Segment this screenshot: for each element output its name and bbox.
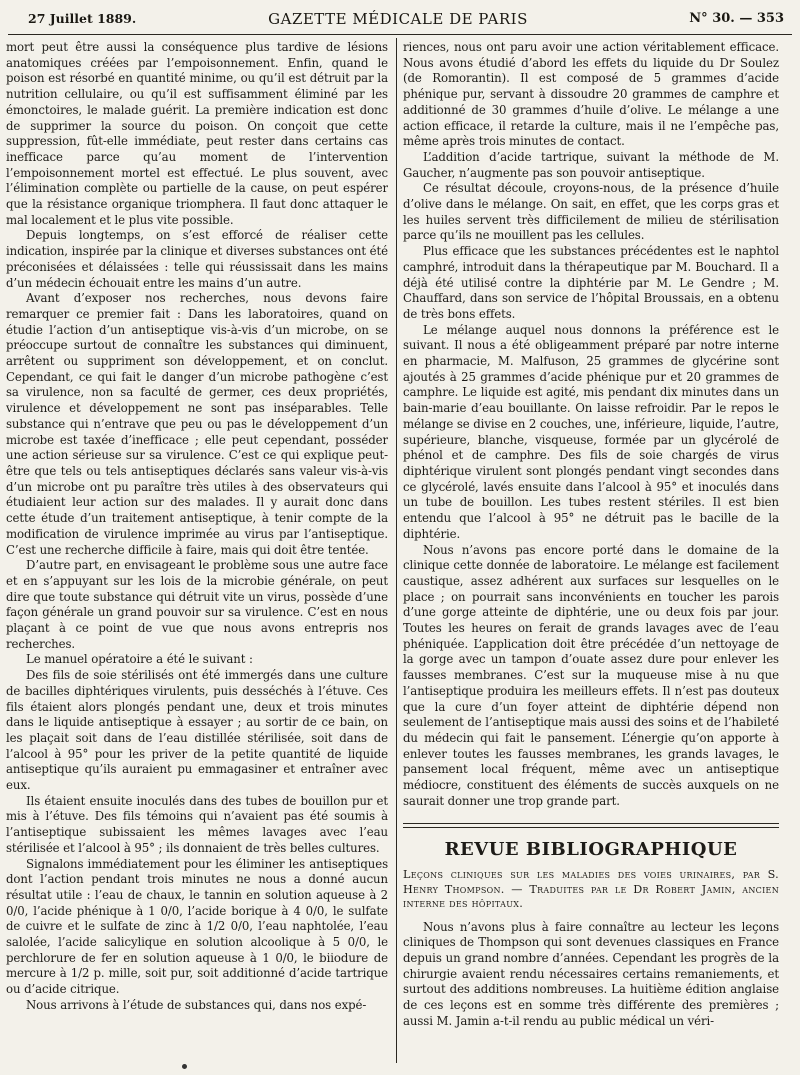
paragraph: Nous n’avons pas encore porté dans le domaine de la clinique cette donnée de laboratoire. Le mélange est facilement caustique, assez adhérent aux surfaces sur lesquelles on le place ; on pourrait sans inconvénients en toucher les parois d’une gorge atteinte de diphtérie, une ou deux fois par jour. Toutes les heures on ferait de grands lavages avec de l’eau phéniquée. L’application doit être précédée d’un nettoyage de la gorge avec un tampon d’ouate assez dure pour enlever les fausses membranes. C’est sur la muqueuse mise à nu que l’antiseptique produira les meilleurs effets. Il n’est pas douteux que la cure d’un foyer atteint de diphtérie dépend non seulement de l’antiseptique mais aussi des soins et de l’habileté du médecin qui fait le pansement. L’énergie qu’on apporte à enlever toutes les fausses membranes, les grands lavages, le pansement local fréquent, même avec un antiseptique médiocre, constituent des éléments de succès auxquels on ne saurait donner une trop grande part. [403,542,779,808]
column-divider [396,38,397,1063]
paragraph: Signalons immédiatement pour les éliminer les antiseptiques dont l’action pendant trois minutes ne nous a donné aucun résultat utile : l’eau de chaux, le tannin en solution aqueuse à 2 0/0, l’acide phénique à 1 0/0, l’acide borique à 4 0/0, le sulfate de cuivre et le sulfate de zinc à 1/2 0/0, l’eau naphtolée, l’eau salolée, l’acide salicylique en solution alcoolique à 5 0/0, le perchlorure de fer en solution aqueuse à 1 0/0, le biiodure de mercure à 1/2 p. mille, soit pur, soit additionné d’acide tartrique ou d’acide citrique. [6,856,388,997]
paragraph: Plus efficace que les substances précédentes est le naphtol camphré, introduit dans la thérapeutique par M. Bouchard. Il a déjà été utilisé contre la diphtérie par M. Le Gendre ; M. Chauffard, dans son service de l’hôpital Broussais, en a obtenu de très bons effets. [403,244,779,321]
paragraph: riences, nous ont paru avoir une action véritablement efficace. Nous avons étudié d’abord les effets du liquide du Dr Soulez (de Romorantin). Il est composé de 5 grammes d’acide phénique pur, servant à dissoudre 20 grammes de camphre et additionné de 30 grammes d’huile d’olive. Le mélange a une action efficace, il retarde la culture, mais il ne l’empêche pas, même après trois minutes de contact. [403,40,779,149]
paragraph: Ce résultat découle, croyons-nous, de la présence d’huile d’olive dans le mélange. On sait, en effet, que les corps gras et les huiles servent très difficilement de milieu de stérilisation parce qu’ils ne mouillent pas les cellules. [403,181,779,243]
page-number: N° 30. — 353 [689,11,784,26]
paragraph: Nous arrivons à l’étude de substances qui, dans nos expé- [26,997,367,1012]
page-mark-dot [182,1064,187,1069]
paragraph: Le manuel opératoire a été le suivant : [26,652,253,667]
paragraph: Avant d’exposer nos recherches, nous devons faire remarquer ce premier fait : Dans les laboratoires, quand on étudie l’action d’un antiseptique vis-à-vis d’un microbe, on se préoccupe surtout de connaître les substances qui diminuent, arrêtent ou suppriment son développement, et on conclut. Cependant, ce qui fait le danger d’un microbe pathogène c’est sa virulence, non sa faculté de germer, ces deux propriétés, virulence et développement ne sont pas inséparables. Telle substance qui n’entrave que peu ou pas le développement d’un microbe est taxée d’inefficace ; elle peut cependant, posséder une action sérieuse sur sa virulence. C’est ce qui explique peut-être que tels ou tels antiseptiques déclarés sans valeur vis-à-vis d’un microbe ont pu paraître très utiles à des observateurs qui étudiaient leur action sur des malades. Il y aurait donc dans cette étude d’un traitement antiseptique, à tenir compte de la modification de virulence imprimée au virus par l’antiseptique. C’est une recherche difficile à faire, mais qui doit être tentée. [6,291,388,557]
paragraph: mort peut être aussi la conséquence plus tardive de lésions anatomiques créées par l’empoisonnement. Enfin, quand le poison est résorbé en quantité minime, ou qu’il est détruit par la nutrition cellulaire, ou qu’il est suffisamment éliminé par les émonctoires, le malade guérit. La première indication est donc de supprimer la source du poison. On conçoit que cette suppression, fût-elle immédiate, peut rester dans certains cas inefficace parce qu’au moment de l’intervention l’empoisonnement mortel est effectué. Le plus souvent, avec l’élimination complète ou partielle de la cause, on peut espérer que la résistance organique triomphera. Il faut donc attaquer le mal localement et le plus vite possible. [6,40,388,227]
header-rule [8,34,792,35]
paragraph: Le mélange auquel nous donnons la préférence est le suivant. Il nous a été obligeamment préparé par notre interne en pharmacie, M. Malfuson, 25 grammes de glycérine sont ajoutés à 25 grammes d’acide phénique pur et 20 grammes de camphre. Le liquide est agité, mis pendant dix minutes dans un bain-marie d’eau bouillante. On laisse refroidir. Par le repos le mélange se divise en 2 couches, une, inférieure, liquide, l’autre, supérieure, blanche, visqueuse, formée par un glycérolé de phénol et de camphre. Des fils de soie chargés de virus diphtérique virulent sont plongés pendant vingt secondes dans ce glycérolé, lavés ensuite dans l’alcool à 95° et inoculés dans un tube de bouillon. Les tubes restent stériles. Il est bien entendu que l’alcool à 95° ne détruit pas le bacille de la diphtérie. [403,322,779,541]
paragraph: Depuis longtemps, on s’est efforcé de réaliser cette indication, inspirée par la clinique et diverses substances ont été préconisées et délaissées : telle qui réussissait dans les mains d’un médecin échouait entre les mains d’un autre. [6,228,388,290]
paragraph: Ils étaient ensuite inoculés dans des tubes de bouillon pur et mis à l’étuve. Des fils témoins qui n’avaient pas été soumis à l’antiseptique subissaient les mêmes lavages avec l’eau stérilisée et l’alcool à 95° ; ils donnaient de très belles cultures. [6,793,388,855]
issue-date: 27 Juillet 1889. [28,11,137,26]
bibliography-entry: Leçons cliniques sur les maladies des voies urinaires, par S. Henry Thompson. — Traduites par le Dr Robert Jamin, ancien interne des hôpitaux. [403,868,779,911]
left-column [6,40,388,1062]
paragraph: D’autre part, en envisageant le problème sous une autre face et en s’appuyant sur les lois de la microbie générale, on peut dire que toute substance qui détruit vite un virus, possède d’une façon générale un grand pouvoir sur sa virulence. C’est en nous plaçant à ce point de vue que nous avons entrepris nos recherches. [6,558,388,651]
paragraph: Nous n’avons plus à faire connaître au lecteur les leçons cliniques de Thompson qui sont devenues classiques en France depuis un grand nombre d’années. Cependant les progrès de la chirurgie avaient rendu nécessaires certains remaniements, et surtout des additions nombreuses. La huitième édition anglaise de ces leçons est en somme très différente des premières ; aussi M. Jamin a-t-il rendu au public médical un véri- [403,919,779,1028]
section-divider [403,823,779,828]
review-section-title: REVUE BIBLIOGRAPHIQUE [444,839,738,861]
page-header [12,8,784,30]
paragraph: Des fils de soie stérilisés ont été immergés dans une culture de bacilles diphtériques virulents, puis desséchés à l’étuve. Ces fils étaient alors plongés pendant une, deux et trois minutes dans le liquide antiseptique à essayer ; au sortir de ce bain, on les plaçait soit dans de l’eau distillée stérilisée, soit dans de l’alcool à 95° pour les priver de la petite quantité de liquide antiseptique qu’ils auraient pu emmagasiner et entraîner avec eux. [6,668,388,793]
journal-title: GAZETTE MÉDICALE DE PARIS [268,10,528,28]
right-column [403,40,779,1062]
paragraph: L’addition d’acide tartrique, suivant la méthode de M. Gaucher, n’augmente pas son pouvoir antiseptique. [403,149,779,180]
